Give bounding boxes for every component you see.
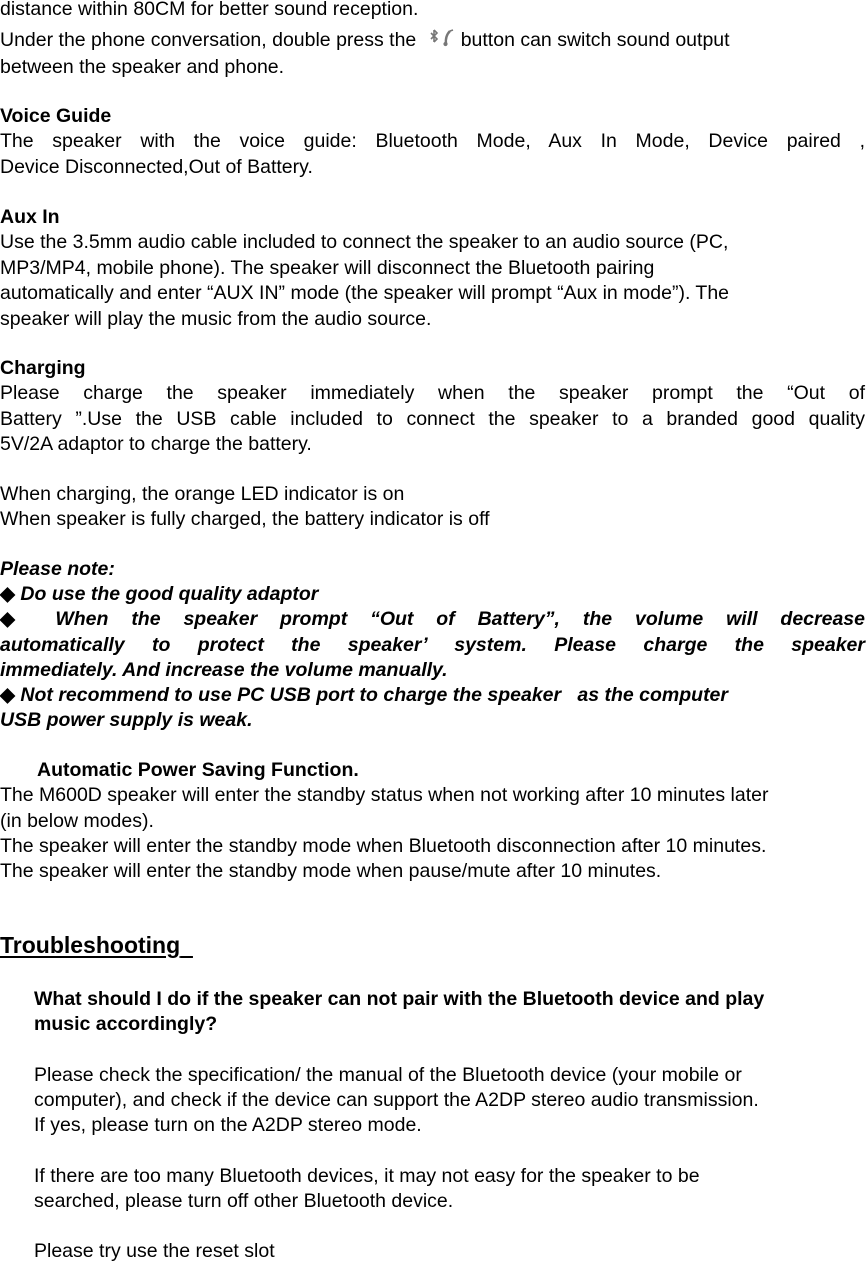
troubleshooting-answer: computer), and check if the device can support the A2DP stereo audio transmission.: [34, 1089, 759, 1111]
troubleshooting-answer: searched, please turn off other Bluetooth device.: [34, 1190, 454, 1212]
power-saving-text: The speaker will enter the standby mode when Bluetooth disconnection after 10 minutes.: [0, 835, 767, 857]
troubleshooting-heading: Troubleshooting: [0, 932, 181, 958]
power-saving-text: (in below modes).: [0, 810, 154, 832]
diamond-bullet-icon: ◆: [0, 608, 33, 630]
troubleshooting-answer: Please try use the reset slot: [34, 1240, 275, 1262]
power-saving-text: The M600D speaker will enter the standby status when not working after 10 minutes later: [0, 784, 769, 806]
note-item: automatically to protect the speaker’ system. Please charge the speaker: [0, 634, 865, 656]
power-saving-heading: Automatic Power Saving Function.: [37, 759, 359, 781]
troubleshooting-answer: Please check the specification/ the manual of the Bluetooth device (your mobile or: [34, 1064, 742, 1086]
note-item: USB power supply is weak.: [0, 709, 253, 731]
troubleshooting-answer: If there are too many Bluetooth devices, it may not easy for the speaker to be: [34, 1165, 700, 1187]
troubleshooting-question: music accordingly?: [34, 1013, 218, 1035]
charging-text: Please charge the speaker immediately when the speaker prompt the “Out of: [0, 382, 865, 404]
aux-in-text: speaker will play the music from the audio source.: [0, 308, 432, 330]
note-item: ◆ When the speaker prompt “Out of Battery”, the volume will decrease: [0, 608, 865, 630]
bluetooth-phone-icon: [428, 28, 460, 48]
aux-in-heading: Aux In: [0, 206, 60, 228]
note-item: ◆ Do use the good quality adaptor: [0, 583, 319, 605]
note-item: immediately. And increase the volume manually.: [0, 659, 448, 681]
voice-guide-text: The speaker with the voice guide: Bluetooth Mode, Aux In Mode, Device paired ,: [0, 130, 865, 152]
aux-in-text: MP3/MP4, mobile phone). The speaker will disconnect the Bluetooth pairing: [0, 257, 655, 279]
charging-led-off: When speaker is fully charged, the battery indicator is off: [0, 508, 490, 530]
note-heading: Please note:: [0, 558, 115, 580]
note-item: ◆ Not recommend to use PC USB port to charge the speaker as the computer: [0, 684, 728, 706]
charging-led-on: When charging, the orange LED indicator is on: [0, 483, 405, 505]
troubleshooting-question: What should I do if the speaker can not pair with the Bluetooth device and play: [34, 988, 765, 1010]
voice-guide-text: Device Disconnected,Out of Battery.: [0, 156, 313, 178]
charging-text: Battery ”.Use the USB cable included to connect the speaker to a branded good quality: [0, 408, 865, 430]
intro-line: between the speaker and phone.: [0, 56, 285, 78]
charging-heading: Charging: [0, 357, 86, 379]
intro-line: distance within 80CM for better sound reception.: [0, 0, 419, 20]
charging-text: 5V/2A adaptor to charge the battery.: [0, 433, 312, 455]
diamond-bullet-icon: ◆: [0, 684, 15, 706]
power-saving-text: The speaker will enter the standby mode when pause/mute after 10 minutes.: [0, 860, 662, 882]
troubleshooting-answer: If yes, please turn on the A2DP stereo mode.: [34, 1114, 422, 1136]
aux-in-text: automatically and enter “AUX IN” mode (the speaker will prompt “Aux in mode”). The: [0, 282, 730, 304]
diamond-bullet-icon: ◆: [0, 583, 15, 605]
voice-guide-heading: Voice Guide: [0, 105, 112, 127]
intro-line: Under the phone conversation, double press the button can switch sound output: [0, 29, 730, 51]
aux-in-text: Use the 3.5mm audio cable included to connect the speaker to an audio source (PC,: [0, 231, 729, 253]
